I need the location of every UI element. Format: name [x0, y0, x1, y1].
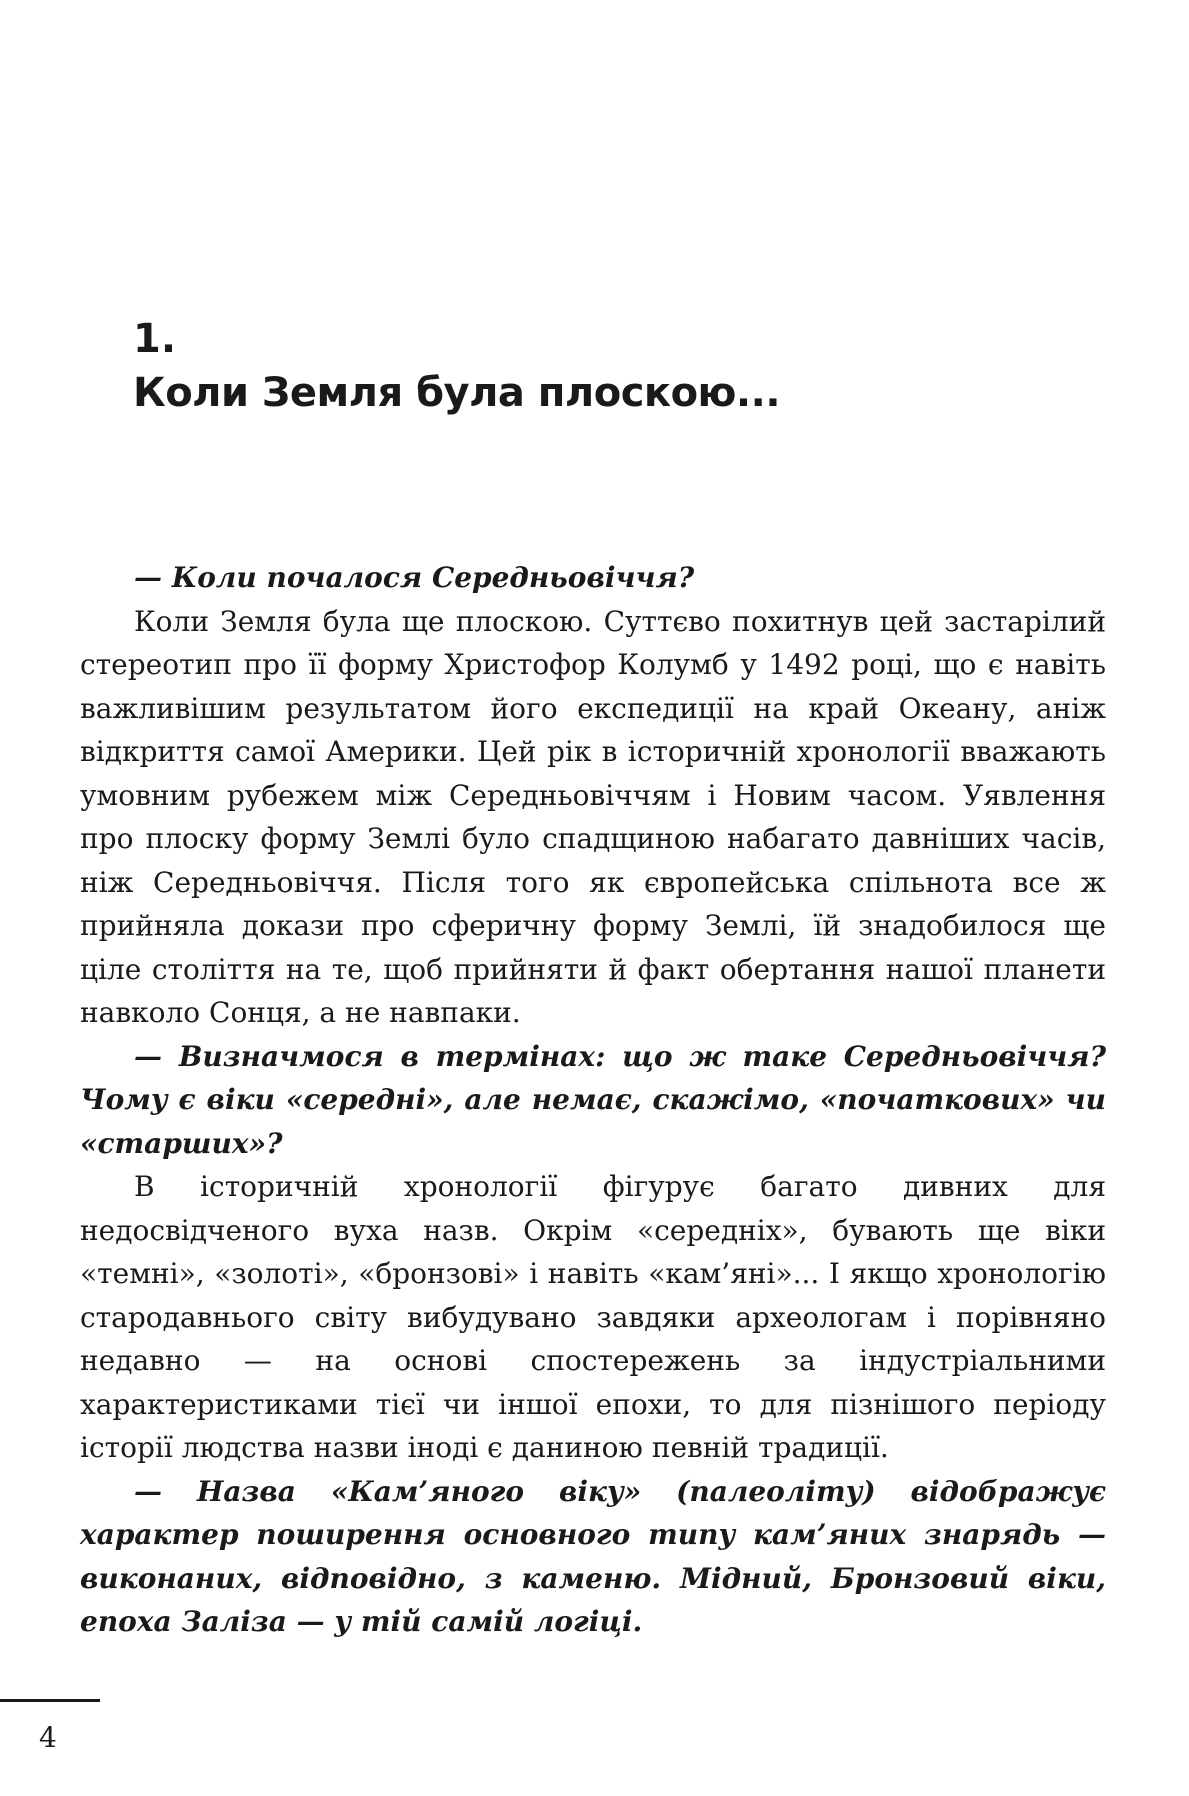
answer-paragraph: В історичній хронології фігурує багато дивних для недосвідченого вуха назв. Окрім «середніх», бувають ще віки «темні», «золоті», «бронзові» і навіть «кам’яні»... І якщо хронологію стародавнього світу вибудувано завдяки археологам і порівняно недавно — на основі спостережень за індустріальними характеристиками тієї чи іншої епохи, то для пізнішого періоду історії людства назви іноді є даниною певній традиції. — [80, 1170, 1106, 1464]
footer-rule — [0, 1699, 100, 1702]
question-paragraph: — Коли почалося Середньовіччя? — [134, 561, 695, 594]
question-paragraph: — Визначмося в термінах: що ж таке Середньовіччя? Чому є віки «середні», але немає, скажімо, «початкових» чи «старших»? — [80, 1039, 1106, 1160]
question-paragraph: — Назва «Кам’яного віку» (палеоліту) відображує характер поширення основного типу кам’яних знарядь — виконаних, відповідно, з каменю. Мідний, Бронзовий віки, епоха Заліза — у тій самій логіці. — [80, 1474, 1106, 1638]
body-text — [80, 556, 1106, 1644]
chapter-heading — [133, 312, 780, 420]
page-number: 4 — [39, 1721, 57, 1754]
answer-paragraph: Коли Земля була ще плоскою. Суттєво похитнув цей застарілий стереотип про її форму Христофор Колумб у 1492 році, що є навіть важливішим результатом його експедиції на край Океану, аніж відкриття самої Америки. Цей рік в історичній хронології вважають умовним рубежем між Середньовіччям і Новим часом. Уявлення про плоску форму Землі було спадщиною набагато давніших часів, ніж Середньовіччя. Після того як європейська спільнота все ж прийняла докази про сферичну форму Землі, їй знадобилося ще ціле століття на те, щоб прийняти й факт обертання нашої планети навколо Сонця, а не навпаки. — [80, 604, 1106, 1029]
chapter-title: Коли Земля була плоскою... — [133, 370, 781, 416]
chapter-number: 1. — [133, 316, 177, 362]
